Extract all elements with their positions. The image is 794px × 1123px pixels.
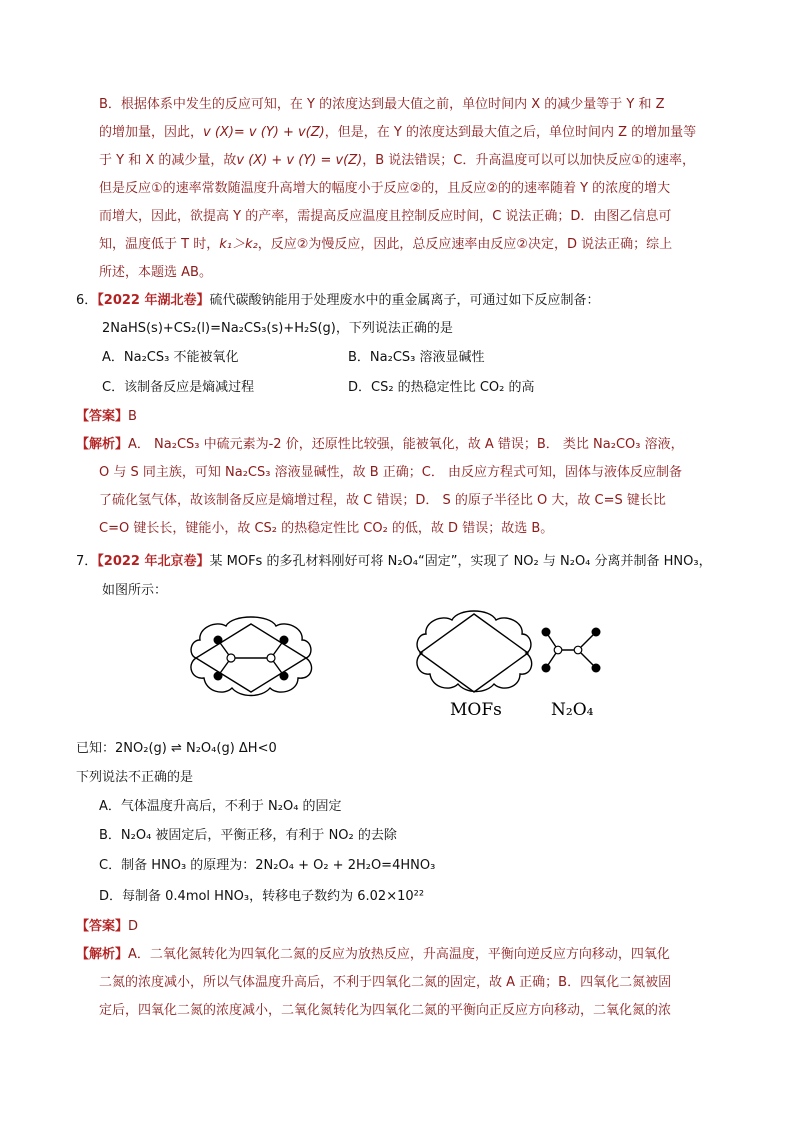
oxygen-atom xyxy=(542,628,551,637)
analysis-line xyxy=(76,946,670,964)
answer-value: D xyxy=(128,919,139,934)
oxygen-atom xyxy=(592,664,601,673)
text: ，B 说法错误；C．升高温度可以可以加快反应①的速率， xyxy=(362,153,696,168)
cloud-outline xyxy=(417,611,532,692)
rhombus-frame xyxy=(420,614,528,692)
analysis-label: 【解析】 xyxy=(76,437,129,452)
text: ，反应②为慢反应，因此，总反应速率由反应②决定，D 说法正确；综上 xyxy=(257,237,673,252)
oxygen-atom xyxy=(542,664,551,673)
formula: v (X)= v (Y) + v(Z) xyxy=(203,125,325,140)
question-7-ask: 下列说法不正确的是 xyxy=(76,770,194,785)
option-c: C．制备 HNO₃ 的原理为：2N₂O₄ + O₂ + 2H₂O=4HNO₃ xyxy=(99,858,436,873)
answer-label: 【答案】 xyxy=(76,409,129,424)
text: ，下列说法正确的是 xyxy=(335,321,453,336)
analysis-line xyxy=(99,152,695,170)
cloud-outline xyxy=(191,617,312,696)
oxygen-atom xyxy=(214,636,223,645)
text: 的增加量，因此， xyxy=(99,125,204,140)
known-condition: 已知：2NO₂(g) ⇌ N₂O₄(g) ΔH<0 xyxy=(76,741,277,756)
question-number: 6． xyxy=(76,293,98,308)
question-6-equation xyxy=(102,320,453,338)
source-tag: 【2022 年北京卷】 xyxy=(97,554,210,569)
analysis-line: 定后，四氧化二氮的浓度减小，二氧化氮转化为四氧化二氮的平衡向正反应方向移动，二氧化氮的浓 xyxy=(99,1003,672,1018)
answer-label: 【答案】 xyxy=(76,919,129,934)
question-6-stem xyxy=(76,292,600,310)
answer-value: B xyxy=(128,409,137,424)
analysis-label: 【解析】 xyxy=(76,947,129,962)
nitrogen-atom xyxy=(227,654,235,662)
question-number: 7． xyxy=(76,554,98,569)
analysis-line: 了硫化氢气体，故该制备反应是熵增过程，故 C 错误；D． S 的原子半径比 O 大，故 C=S 键长比 xyxy=(99,493,666,508)
analysis-text: A． Na₂CS₃ 中硫元素为-2 价，还原性比较强，能被氧化，故 A 错误；B． 类比 Na₂CO₃ 溶液， xyxy=(128,437,684,452)
analysis-line: C=O 键长长，键能小，故 CS₂ 的热稳定性比 CO₂ 的低，故 D 错误；故选 B。 xyxy=(99,521,554,536)
source-tag: 【2022 年湖北卷】 xyxy=(97,293,210,308)
option-a: A．气体温度升高后，不利于 N₂O₄ 的固定 xyxy=(99,799,342,814)
analysis-line: B．根据体系中发生的反应可知，在 Y 的浓度达到最大值之前，单位时间内 X 的减少量等于 Y 和 Z xyxy=(99,97,665,112)
mofs-diagram xyxy=(414,604,534,696)
stem-text: 硫代碳酸钠能用于处理废水中的重金属离子，可通过如下反应制备： xyxy=(209,293,600,308)
text: 于 Y 和 X 的减少量，故 xyxy=(99,153,237,168)
answer-line xyxy=(76,408,137,426)
analysis-line xyxy=(99,124,696,142)
analysis-line: 而增大，因此，欲提高 Y 的产率，需提高反应温度且控制反应时间，C 说法正确；D．由图乙信息可 xyxy=(99,209,672,224)
mof-with-n2o4-diagram xyxy=(186,610,316,700)
oxygen-atom xyxy=(280,636,289,645)
nitrogen-atom xyxy=(554,646,562,654)
analysis-line: 二氮的浓度减小，所以气体温度升高后，不利于四氧化二氮的固定，故 A 正确；B．四氧化二氮被固 xyxy=(99,975,672,990)
analysis-line: O 与 S 同主族，可知 Na₂CS₃ 溶液显碱性，故 B 正确；C． 由反应方程式可知，固体与液体反应制备 xyxy=(99,465,682,480)
analysis-line xyxy=(76,436,684,454)
nitrogen-atom xyxy=(267,654,275,662)
option-b: B．N₂O₄ 被固定后，平衡正移，有利于 NO₂ 的去除 xyxy=(99,828,397,843)
text: ，但是，在 Y 的浓度达到最大值之后，单位时间内 Z 的增加量等 xyxy=(324,125,697,140)
analysis-line xyxy=(99,236,672,254)
analysis-line: 所述，本题选 AB。 xyxy=(99,265,212,280)
equation: 2NaHS(s)+CS₂(l)=Na₂CS₃(s)+H₂S(g) xyxy=(102,321,336,336)
stem-text: 某 MOFs 的多孔材料刚好可将 N₂O₄“固定”，实现了 NO₂ 与 N₂O₄ 分离并制备 HNO₃， xyxy=(209,554,712,569)
oxygen-atom xyxy=(592,628,601,637)
option-a: A．Na₂CS₃ 不能被氧化 xyxy=(102,350,239,365)
n2o4-caption: N₂O₄ xyxy=(551,700,594,720)
answer-line xyxy=(76,918,138,936)
n2o4-molecule-diagram xyxy=(536,622,606,678)
analysis-line: 但是反应①的速率常数随温度升高增大的幅度小于反应②的，且反应②的的速率随着 Y 的浓度的增大 xyxy=(99,181,671,196)
option-c: C．该制备反应是熵减过程 xyxy=(102,380,255,395)
formula: v (X) + v (Y) = v(Z) xyxy=(236,153,363,168)
option-d: D．CS₂ 的热稳定性比 CO₂ 的高 xyxy=(348,380,535,395)
question-7-stem xyxy=(76,553,712,571)
question-7-stem-2: 如图所示： xyxy=(102,583,168,598)
oxygen-atom xyxy=(214,672,223,681)
option-d: D．每制备 0.4mol HNO₃，转移电子数约为 6.02×10²² xyxy=(99,889,425,904)
oxygen-atom xyxy=(280,672,289,681)
analysis-text: A．二氧化氮转化为四氧化二氮的反应为放热反应，升高温度，平衡向逆反应方向移动，四氧化 xyxy=(128,947,670,962)
mofs-caption: MOFs xyxy=(450,700,502,720)
formula: k₁＞k₂ xyxy=(219,237,258,252)
option-b: B．Na₂CS₃ 溶液显碱性 xyxy=(348,350,485,365)
text: 知，温度低于 T 时， xyxy=(99,237,220,252)
nitrogen-atom xyxy=(574,646,582,654)
